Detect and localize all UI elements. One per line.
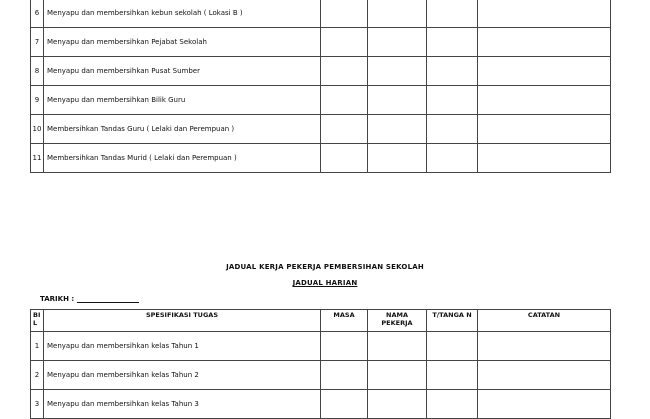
masa-cell [321,0,368,28]
pekerja-cell [368,28,427,57]
tandatangan-cell [427,28,478,57]
catatan-cell [478,28,611,57]
pekerja-cell [368,361,427,390]
row-number: 3 [31,390,44,419]
tandatangan-cell [427,115,478,144]
task-description: Membersihkan Tandas Murid ( Lelaki dan Perempuan ) [44,144,321,173]
row-number: 7 [31,28,44,57]
tandatangan-cell [427,390,478,419]
row-number: 2 [31,361,44,390]
row-number: 9 [31,86,44,115]
task-description: Menyapu dan membersihkan kelas Tahun 1 [44,332,321,361]
catatan-cell [478,390,611,419]
header-tandatangan: T/TANGA N [427,310,478,332]
masa-cell [321,390,368,419]
pekerja-cell [368,0,427,28]
tandatangan-cell [427,361,478,390]
tandatangan-cell [427,332,478,361]
table-row [31,57,611,86]
table-row [31,390,611,419]
masa-cell [321,28,368,57]
date-blank-line [77,295,139,303]
row-number: 6 [31,0,44,28]
task-description: Menyapu dan membersihkan Pejabat Sekolah [44,28,321,57]
tandatangan-cell [427,57,478,86]
row-number: 8 [31,57,44,86]
header-masa: MASA [321,310,368,332]
catatan-cell [478,144,611,173]
catatan-cell [478,115,611,144]
task-description: Menyapu dan membersihkan Pusat Sumber [44,57,321,86]
document-title: JADUAL KERJA PEKERJA PEMBERSIHAN SEKOLAH [226,263,424,271]
task-description: Membersihkan Tandas Guru ( Lelaki dan Perempuan ) [44,115,321,144]
catatan-cell [478,0,611,28]
header-nama-pekerja: NAMA PEKERJA [368,310,427,332]
table-row [31,0,611,28]
header-spesifikasi-tugas: SPESIFIKASI TUGAS [44,310,321,332]
task-description: Menyapu dan membersihkan kelas Tahun 3 [44,390,321,419]
pekerja-cell [368,115,427,144]
table-row [31,361,611,390]
tandatangan-cell [427,0,478,28]
document-subtitle: JADUAL HARIAN [292,279,358,287]
task-description: Menyapu dan membersihkan kebun sekolah ( Lokasi B ) [44,0,321,28]
catatan-cell [478,361,611,390]
task-table [30,309,611,419]
table-row [31,115,611,144]
masa-cell [321,115,368,144]
table-row [31,86,611,115]
masa-cell [321,144,368,173]
tandatangan-cell [427,86,478,115]
task-table-continued [30,0,611,173]
table-row [31,144,611,173]
row-number: 1 [31,332,44,361]
task-description: Menyapu dan membersihkan Bilik Guru [44,86,321,115]
date-field [40,295,139,303]
row-number: 10 [31,115,44,144]
task-description: Menyapu dan membersihkan kelas Tahun 2 [44,361,321,390]
pekerja-cell [368,332,427,361]
pekerja-cell [368,390,427,419]
header-catatan: CATATAN [478,310,611,332]
masa-cell [321,86,368,115]
tandatangan-cell [427,144,478,173]
row-number: 11 [31,144,44,173]
header-bil: BI L [31,310,44,332]
date-label: TARIKH : [40,295,75,303]
table-row [31,332,611,361]
pekerja-cell [368,144,427,173]
catatan-cell [478,86,611,115]
pekerja-cell [368,57,427,86]
masa-cell [321,361,368,390]
catatan-cell [478,57,611,86]
masa-cell [321,332,368,361]
table-header-row [31,310,611,332]
pekerja-cell [368,86,427,115]
masa-cell [321,57,368,86]
catatan-cell [478,332,611,361]
table-row [31,28,611,57]
